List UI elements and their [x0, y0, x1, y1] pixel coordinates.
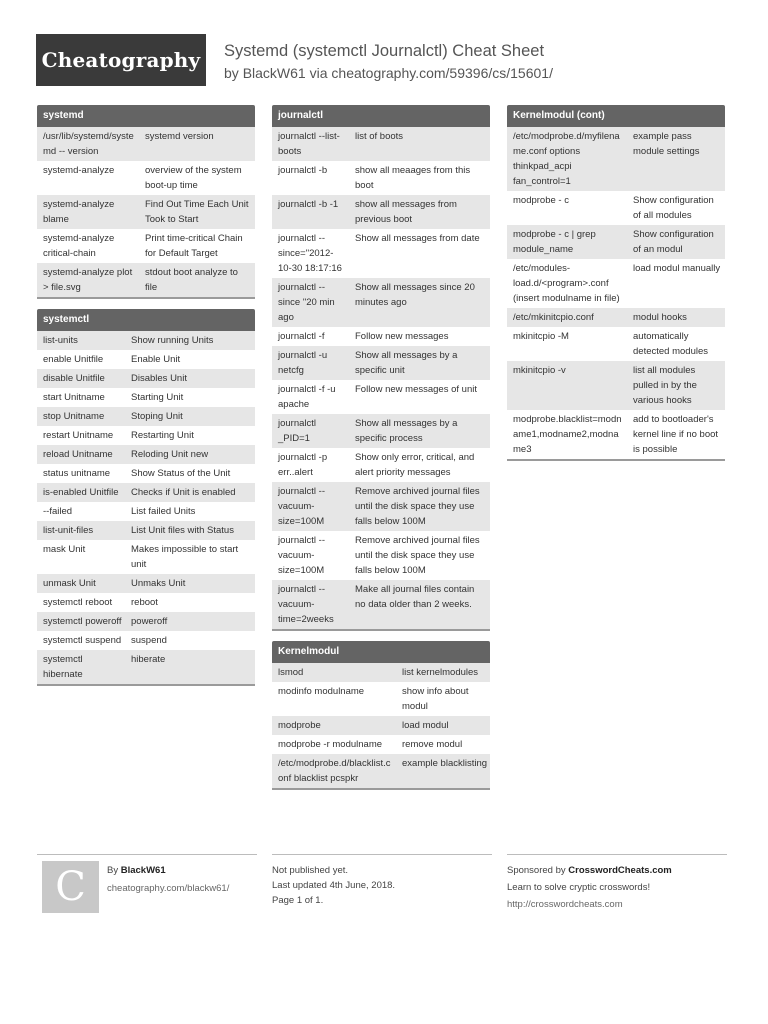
description-cell: show info about modul [396, 682, 490, 716]
sponsor-url-link[interactable]: http://crosswordcheats.com [507, 899, 623, 910]
command-cell: mask Unit [37, 540, 125, 574]
command-cell: journalctl -u netcfg [272, 346, 349, 380]
description-cell: Show all messages by a specific unit [349, 346, 490, 380]
byline [224, 65, 553, 81]
command-cell: journalctl -f -u apache [272, 380, 349, 414]
description-cell: add to bootloader's kernel line if no boot is possible [627, 410, 725, 459]
table-row [272, 531, 490, 580]
sponsor-link[interactable]: CrosswordCheats.com [568, 865, 672, 876]
table-row [37, 631, 255, 650]
description-cell: Show all messages since 20 minutes ago [349, 278, 490, 327]
description-cell: Show configuration of all modules [627, 191, 725, 225]
description-cell: Find Out Time Each Unit Took to Start [139, 195, 255, 229]
table-row [272, 414, 490, 448]
description-cell: reboot [125, 593, 255, 612]
footer-sponsor [507, 854, 727, 912]
section-title: systemctl [37, 309, 255, 331]
description-cell: hiberate [125, 650, 255, 684]
table-row [272, 580, 490, 629]
command-cell: systemctl reboot [37, 593, 125, 612]
description-cell: Makes impossible to start unit [125, 540, 255, 574]
table-row [272, 127, 490, 161]
section-kernelmodul [272, 641, 490, 790]
footer-by-line [107, 863, 257, 878]
table-row [37, 388, 255, 407]
command-cell: /etc/modules-load.d/<program>.conf (insert modulname in file) [507, 259, 627, 308]
command-cell: list-unit-files [37, 521, 125, 540]
table-row [507, 327, 725, 361]
description-cell: Show running Units [125, 331, 255, 350]
table-row [37, 650, 255, 684]
footer-meta [272, 854, 492, 908]
column-1 [37, 105, 255, 696]
footer-author-link[interactable]: BlackW61 [120, 865, 166, 876]
footer-by-label: By [107, 865, 119, 876]
description-cell: example blacklisting [396, 754, 490, 788]
table-row [37, 593, 255, 612]
section-journalctl [272, 105, 490, 631]
description-cell: suspend [125, 631, 255, 650]
table-row [37, 521, 255, 540]
description-cell: load modul [396, 716, 490, 735]
page-header [36, 34, 727, 88]
table-row [272, 682, 490, 716]
table-row [37, 574, 255, 593]
description-cell: Remove archived journal files until the disk space they use falls below 100M [349, 531, 490, 580]
table-row [37, 502, 255, 521]
description-cell: list kernelmodules [396, 663, 490, 682]
table-row [37, 407, 255, 426]
footer-meta-text [272, 863, 492, 908]
table-row [507, 361, 725, 410]
section-title: journalctl [272, 105, 490, 127]
section-table [37, 127, 255, 297]
cheatography-c-logo: C [42, 861, 99, 913]
table-row [272, 195, 490, 229]
description-cell: Show only error, critical, and alert priority messages [349, 448, 490, 482]
command-cell: modprobe - c [507, 191, 627, 225]
table-row [507, 410, 725, 459]
command-cell: journalctl -b [272, 161, 349, 195]
command-cell: modinfo modulname [272, 682, 396, 716]
table-row [37, 127, 255, 161]
description-cell: List Unit files with Status [125, 521, 255, 540]
command-cell: /etc/modprobe.d/myfilename.conf options thinkpad_acpi fan_control=1 [507, 127, 627, 191]
command-cell: mkinitcpio -M [507, 327, 627, 361]
description-cell: show all messages from previous boot [349, 195, 490, 229]
command-cell: journalctl --vacuum-time=2weeks [272, 580, 349, 629]
section-kernelmodul-cont [507, 105, 725, 461]
description-cell: automatically detected modules [627, 327, 725, 361]
command-cell: journalctl --since "20 min ago [272, 278, 349, 327]
command-cell: stop Unitname [37, 407, 125, 426]
description-cell: Show all messages from date [349, 229, 490, 278]
command-cell: /etc/modprobe.d/blacklist.conf blacklist pcspkr [272, 754, 396, 788]
command-cell: systemd-analyze [37, 161, 139, 195]
description-cell: remove modul [396, 735, 490, 754]
footer-author [37, 854, 257, 910]
table-row [37, 612, 255, 631]
section-title: systemd [37, 105, 255, 127]
command-cell: list-units [37, 331, 125, 350]
table-row [37, 331, 255, 350]
description-cell: list all modules pulled in by the various hooks [627, 361, 725, 410]
command-cell: status unitname [37, 464, 125, 483]
description-cell: Print time-critical Chain for Default Target [139, 229, 255, 263]
column-2 [272, 105, 490, 800]
table-row [272, 161, 490, 195]
table-row [37, 369, 255, 388]
command-cell: systemd-analyze plot > file.svg [37, 263, 139, 297]
description-cell: load modul manually [627, 259, 725, 308]
author-link[interactable]: BlackW61 [242, 65, 306, 81]
description-cell: Enable Unit [125, 350, 255, 369]
published-status: Not published yet. [272, 865, 349, 876]
footer-sponsor-text [507, 863, 727, 912]
table-row [507, 259, 725, 308]
last-updated: Last updated 4th June, 2018. [272, 880, 396, 891]
description-cell: Follow new messages [349, 327, 490, 346]
footer-author-text [107, 863, 257, 896]
description-cell: Make all journal files contain no data older than 2 weeks. [349, 580, 490, 629]
table-row [507, 191, 725, 225]
description-cell: Reloding Unit new [125, 445, 255, 464]
table-row [37, 445, 255, 464]
table-row [272, 663, 490, 682]
command-cell: modprobe [272, 716, 396, 735]
command-cell: restart Unitname [37, 426, 125, 445]
table-row [272, 327, 490, 346]
description-cell: Remove archived journal files until the disk space they use falls below 100M [349, 482, 490, 531]
command-cell: /usr/lib/systemd/systemd -- version [37, 127, 139, 161]
sponsored-by-label: Sponsored by [507, 865, 566, 876]
table-row [37, 483, 255, 502]
description-cell: example pass module settings [627, 127, 725, 191]
sponsor-line [507, 863, 727, 878]
section-title: Kernelmodul [272, 641, 490, 663]
command-cell: journalctl --since="2012-10-30 18:17:16 [272, 229, 349, 278]
table-row [272, 735, 490, 754]
sponsor-tagline: Learn to solve cryptic crosswords! [507, 882, 651, 893]
command-cell: journalctl _PID=1 [272, 414, 349, 448]
description-cell: Restarting Unit [125, 426, 255, 445]
command-cell: systemctl suspend [37, 631, 125, 650]
title-block [224, 42, 553, 81]
command-cell: journalctl --list-boots [272, 127, 349, 161]
command-cell: systemd-analyze blame [37, 195, 139, 229]
table-row [272, 278, 490, 327]
sheet-url-link[interactable]: cheatography.com/59396/cs/15601/ [331, 65, 553, 81]
command-cell: journalctl -f [272, 327, 349, 346]
table-row [37, 540, 255, 574]
command-cell: --failed [37, 502, 125, 521]
table-row [37, 229, 255, 263]
command-cell: systemctl hibernate [37, 650, 125, 684]
description-cell: modul hooks [627, 308, 725, 327]
table-row [272, 716, 490, 735]
description-cell: poweroff [125, 612, 255, 631]
page-number: Page 1 of 1. [272, 895, 324, 906]
table-row [507, 127, 725, 191]
table-row [272, 448, 490, 482]
cheatography-logo[interactable]: Cheatography [36, 34, 206, 86]
table-row [37, 350, 255, 369]
description-cell: Starting Unit [125, 388, 255, 407]
description-cell: stdout boot analyze to file [139, 263, 255, 297]
description-cell: List failed Units [125, 502, 255, 521]
command-cell: modprobe -r modulname [272, 735, 396, 754]
footer-author-url[interactable]: cheatography.com/blackw61/ [107, 883, 230, 894]
description-cell: systemd version [139, 127, 255, 161]
command-cell: unmask Unit [37, 574, 125, 593]
description-cell: Follow new messages of unit [349, 380, 490, 414]
table-row [272, 229, 490, 278]
description-cell: Checks if Unit is enabled [125, 483, 255, 502]
command-cell: disable Unitfile [37, 369, 125, 388]
page-footer [37, 854, 727, 924]
table-row [37, 426, 255, 445]
description-cell: show all meaages from this boot [349, 161, 490, 195]
by-label: by [224, 65, 239, 81]
description-cell: Disables Unit [125, 369, 255, 388]
section-table [272, 127, 490, 629]
command-cell: lsmod [272, 663, 396, 682]
table-row [272, 754, 490, 788]
description-cell: Show configuration of an modul [627, 225, 725, 259]
table-row [272, 482, 490, 531]
description-cell: Show all messages by a specific process [349, 414, 490, 448]
section-table [272, 663, 490, 788]
section-table [507, 127, 725, 459]
command-cell: start Unitname [37, 388, 125, 407]
command-cell: modprobe - c | grep module_name [507, 225, 627, 259]
table-row [37, 263, 255, 297]
table-row [507, 225, 725, 259]
command-cell: reload Unitname [37, 445, 125, 464]
description-cell: Show Status of the Unit [125, 464, 255, 483]
section-title: Kernelmodul (cont) [507, 105, 725, 127]
table-row [37, 161, 255, 195]
command-cell: journalctl -p err..alert [272, 448, 349, 482]
command-cell: modprobe.blacklist=modname1,modname2,modname3 [507, 410, 627, 459]
section-table [37, 331, 255, 684]
table-row [37, 195, 255, 229]
command-cell: systemd-analyze critical-chain [37, 229, 139, 263]
description-cell: Unmaks Unit [125, 574, 255, 593]
description-cell: Stoping Unit [125, 407, 255, 426]
command-cell: journalctl -b -1 [272, 195, 349, 229]
description-cell: list of boots [349, 127, 490, 161]
command-cell: is-enabled Unitfile [37, 483, 125, 502]
command-cell: journalctl --vacuum-size=100M [272, 531, 349, 580]
command-cell: enable Unitfile [37, 350, 125, 369]
command-cell: systemctl poweroff [37, 612, 125, 631]
table-row [37, 464, 255, 483]
command-cell: mkinitcpio -v [507, 361, 627, 410]
section-systemctl [37, 309, 255, 686]
column-3 [507, 105, 725, 471]
command-cell: journalctl --vacuum-size=100M [272, 482, 349, 531]
section-systemd [37, 105, 255, 299]
description-cell: overview of the system boot-up time [139, 161, 255, 195]
via-label: via [309, 65, 328, 81]
page-title: Systemd (systemctl Journalctl) Cheat Sheet [224, 42, 545, 60]
table-row [507, 308, 725, 327]
table-row [272, 380, 490, 414]
command-cell: /etc/mkinitcpio.conf [507, 308, 627, 327]
table-row [272, 346, 490, 380]
